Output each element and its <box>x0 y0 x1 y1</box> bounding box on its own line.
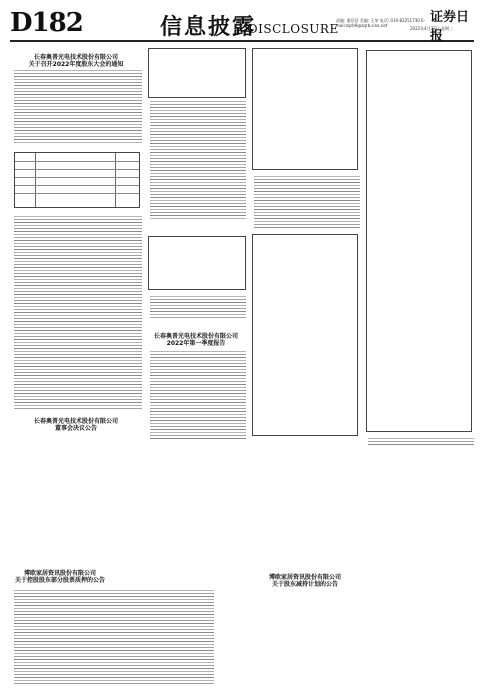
text-line <box>14 318 142 319</box>
text-line <box>14 216 142 217</box>
article-subtitle: 关于股东减持计划的公告 <box>271 581 338 588</box>
text-line <box>254 212 360 213</box>
text-line <box>14 611 214 612</box>
text-line <box>150 143 246 144</box>
text-line <box>14 282 142 283</box>
text-line <box>14 252 142 253</box>
data-table <box>148 48 246 98</box>
text-line <box>14 261 142 262</box>
article-title: 长春奥普光电技术股份有限公司 <box>33 54 118 61</box>
text-line <box>14 76 142 77</box>
text-line <box>14 608 214 609</box>
text-line <box>150 116 246 117</box>
text-line <box>14 683 214 684</box>
text-line <box>14 351 142 352</box>
text-line <box>150 101 246 102</box>
text-line <box>14 139 142 140</box>
text-line <box>254 215 360 216</box>
text-line <box>14 330 142 331</box>
text-line <box>150 357 246 358</box>
text-line <box>14 228 142 229</box>
text-line <box>150 155 246 156</box>
text-line <box>14 91 142 92</box>
text-line <box>150 363 246 364</box>
text-line <box>150 420 246 421</box>
text-line <box>14 243 142 244</box>
text-line <box>150 218 246 219</box>
text-line <box>150 414 246 415</box>
text-line <box>14 321 142 322</box>
text-line <box>150 110 246 111</box>
middle-column <box>146 46 246 446</box>
text-line <box>150 113 246 114</box>
text-line <box>150 194 246 195</box>
text-line <box>150 149 246 150</box>
data-table <box>366 50 472 432</box>
text-line <box>150 191 246 192</box>
text-line <box>150 125 246 126</box>
text-line <box>150 107 246 108</box>
text-line <box>14 599 214 600</box>
text-line <box>14 97 142 98</box>
text-line <box>14 291 142 292</box>
text-line <box>14 647 214 648</box>
text-line <box>14 240 142 241</box>
text-line <box>14 312 142 313</box>
text-line <box>150 170 246 171</box>
text-line <box>14 255 142 256</box>
text-line <box>14 270 142 271</box>
text-line <box>14 106 142 107</box>
text-line <box>14 294 142 295</box>
text-line <box>150 302 246 303</box>
text-line <box>14 121 142 122</box>
text-line <box>150 351 246 352</box>
text-line <box>150 185 246 186</box>
text-line <box>254 194 360 195</box>
text-line <box>14 79 142 80</box>
text-line <box>14 629 214 630</box>
text-line <box>150 378 246 379</box>
article-title: 长春奥普光电技术股份有限公司 <box>33 418 118 425</box>
text-line <box>14 366 142 367</box>
text-line <box>14 369 142 370</box>
text-line <box>14 249 142 250</box>
text-line <box>14 339 142 340</box>
text-line <box>150 167 246 168</box>
text-line <box>14 659 214 660</box>
text-line <box>150 140 246 141</box>
text-line <box>14 124 142 125</box>
text-line <box>14 237 142 238</box>
newspaper-logo: 证券日报 <box>430 10 470 44</box>
text-line <box>150 381 246 382</box>
masthead <box>10 6 474 42</box>
text-line <box>150 390 246 391</box>
text-line <box>14 399 142 400</box>
article-subtitle: 关于控股股东部分股票质押的公告 <box>14 577 105 584</box>
text-line <box>150 432 246 433</box>
text-line <box>14 617 214 618</box>
text-line <box>150 161 246 162</box>
left-column <box>10 46 142 446</box>
text-line <box>150 215 246 216</box>
text-line <box>14 668 214 669</box>
text-line <box>150 131 246 132</box>
text-line <box>254 221 360 222</box>
text-line <box>150 179 246 180</box>
data-table <box>148 236 246 290</box>
text-line <box>254 203 360 204</box>
text-line <box>14 100 142 101</box>
text-line <box>150 375 246 376</box>
text-line <box>254 200 360 201</box>
text-line <box>14 641 214 642</box>
table-row-line <box>15 185 139 186</box>
text-line <box>150 360 246 361</box>
text-line <box>14 73 142 74</box>
text-line <box>14 405 142 406</box>
text-line <box>150 104 246 105</box>
text-line <box>150 423 246 424</box>
text-line <box>150 206 246 207</box>
text-line <box>14 671 214 672</box>
text-line <box>14 88 142 89</box>
text-line <box>14 85 142 86</box>
text-line <box>150 366 246 367</box>
text-line <box>14 653 214 654</box>
text-line <box>150 299 246 300</box>
text-line <box>150 408 246 409</box>
text-line <box>14 650 214 651</box>
text-line <box>254 188 360 189</box>
text-line <box>14 115 142 116</box>
text-line <box>14 267 142 268</box>
text-line <box>14 680 214 681</box>
text-line <box>14 285 142 286</box>
article-title: 博欧家居资讯股份有限公司 <box>268 574 341 581</box>
text-line <box>150 369 246 370</box>
text-line <box>150 429 246 430</box>
text-line <box>150 426 246 427</box>
text-line <box>150 134 246 135</box>
text-line <box>150 354 246 355</box>
text-line <box>14 396 142 397</box>
text-line <box>14 142 142 143</box>
text-line <box>14 593 214 594</box>
text-line <box>14 136 142 137</box>
middle-right-column <box>250 46 360 446</box>
text-line <box>254 218 360 219</box>
text-line <box>14 94 142 95</box>
text-line <box>14 276 142 277</box>
text-line <box>14 354 142 355</box>
text-line <box>14 596 214 597</box>
text-line <box>254 185 360 186</box>
text-line <box>14 357 142 358</box>
text-line <box>150 137 246 138</box>
text-line <box>150 399 246 400</box>
table-row-line <box>15 193 139 194</box>
text-line <box>14 674 214 675</box>
text-line <box>150 305 246 306</box>
editor-line: 责编: 董蓓蓓 美编: 王荣 电话: 010-83251730 E-mail:zqrb9@zqrb.sina.net <box>336 18 426 28</box>
text-line <box>150 152 246 153</box>
article-subtitle: 2022年第一季度报告 <box>166 340 226 347</box>
text-line <box>14 390 142 391</box>
table-row-line <box>15 161 139 162</box>
text-line <box>14 387 142 388</box>
text-line <box>14 626 214 627</box>
text-line <box>14 127 142 128</box>
text-line <box>150 128 246 129</box>
text-line <box>254 224 360 225</box>
text-line <box>14 222 142 223</box>
table-row-line <box>15 177 139 178</box>
text-line <box>14 393 142 394</box>
text-line <box>14 109 142 110</box>
text-line <box>150 372 246 373</box>
bottom-section <box>10 568 474 694</box>
section-title: 信息披露 <box>160 14 257 40</box>
text-line <box>14 246 142 247</box>
text-line <box>14 133 142 134</box>
text-line <box>254 197 360 198</box>
text-line <box>14 375 142 376</box>
text-line <box>150 173 246 174</box>
text-line <box>254 206 360 207</box>
text-line <box>14 297 142 298</box>
text-line <box>14 363 142 364</box>
text-line <box>14 103 142 104</box>
text-line <box>14 372 142 373</box>
text-line <box>14 614 214 615</box>
text-line <box>14 402 142 403</box>
data-table <box>14 152 140 208</box>
issue-date: 2022年4月27日 星期三 <box>410 26 454 31</box>
text-line <box>150 308 246 309</box>
right-column <box>364 46 474 446</box>
text-line <box>150 164 246 165</box>
text-line <box>14 342 142 343</box>
text-line <box>14 118 142 119</box>
text-line <box>14 378 142 379</box>
text-line <box>14 82 142 83</box>
text-line <box>14 219 142 220</box>
text-line <box>14 300 142 301</box>
text-line <box>150 209 246 210</box>
text-line <box>14 288 142 289</box>
text-line <box>150 146 246 147</box>
text-line <box>368 438 474 439</box>
text-line <box>150 317 246 318</box>
text-line <box>14 348 142 349</box>
text-line <box>14 315 142 316</box>
text-line <box>150 435 246 436</box>
text-line <box>254 209 360 210</box>
text-line <box>150 158 246 159</box>
text-line <box>254 182 360 183</box>
text-line <box>254 227 360 228</box>
article-title: 博欧家居资讯股份有限公司 <box>23 570 96 577</box>
text-line <box>150 188 246 189</box>
section-title-en: DISCLOSURE <box>248 22 339 36</box>
text-line <box>14 656 214 657</box>
text-line <box>14 273 142 274</box>
text-line <box>14 258 142 259</box>
text-line <box>254 191 360 192</box>
text-line <box>368 441 474 442</box>
text-line <box>150 411 246 412</box>
data-table <box>252 48 358 170</box>
text-line <box>150 417 246 418</box>
text-line <box>150 176 246 177</box>
text-line <box>14 635 214 636</box>
text-line <box>150 182 246 183</box>
text-line <box>14 605 214 606</box>
text-line <box>150 311 246 312</box>
text-line <box>14 384 142 385</box>
text-line <box>14 602 214 603</box>
text-line <box>14 324 142 325</box>
text-line <box>14 360 142 361</box>
text-line <box>14 70 142 71</box>
text-line <box>14 327 142 328</box>
text-line <box>150 405 246 406</box>
text-line <box>14 590 214 591</box>
text-line <box>14 644 214 645</box>
text-line <box>150 119 246 120</box>
article-title: 长春奥普光电技术股份有限公司 <box>153 333 238 340</box>
text-line <box>150 402 246 403</box>
text-line <box>150 203 246 204</box>
text-line <box>14 303 142 304</box>
text-line <box>14 677 214 678</box>
text-line <box>14 632 214 633</box>
table-row-line <box>15 169 139 170</box>
text-line <box>14 264 142 265</box>
text-line <box>150 197 246 198</box>
text-line <box>368 444 474 445</box>
text-line <box>14 620 214 621</box>
text-line <box>14 408 142 409</box>
text-line <box>14 381 142 382</box>
text-line <box>150 314 246 315</box>
text-line <box>150 212 246 213</box>
text-line <box>14 309 142 310</box>
text-line <box>150 384 246 385</box>
text-line <box>254 176 360 177</box>
text-line <box>14 112 142 113</box>
text-line <box>14 336 142 337</box>
page-number: D182 <box>10 8 83 38</box>
text-line <box>14 231 142 232</box>
text-line <box>14 345 142 346</box>
article-subtitle: 关于召开2022年度股东大会的通知 <box>28 61 124 68</box>
text-line <box>14 623 214 624</box>
text-line <box>150 296 246 297</box>
article-subtitle: 董事会决议公告 <box>54 425 97 432</box>
text-line <box>14 225 142 226</box>
text-line <box>150 396 246 397</box>
text-line <box>14 306 142 307</box>
text-line <box>150 387 246 388</box>
text-line <box>150 122 246 123</box>
text-line <box>150 438 246 439</box>
text-line <box>14 130 142 131</box>
text-line <box>14 662 214 663</box>
text-line <box>14 665 214 666</box>
text-line <box>14 638 214 639</box>
text-line <box>150 393 246 394</box>
text-line <box>150 200 246 201</box>
data-table <box>252 234 358 436</box>
text-line <box>254 179 360 180</box>
text-line <box>14 279 142 280</box>
text-line <box>14 333 142 334</box>
text-line <box>14 234 142 235</box>
